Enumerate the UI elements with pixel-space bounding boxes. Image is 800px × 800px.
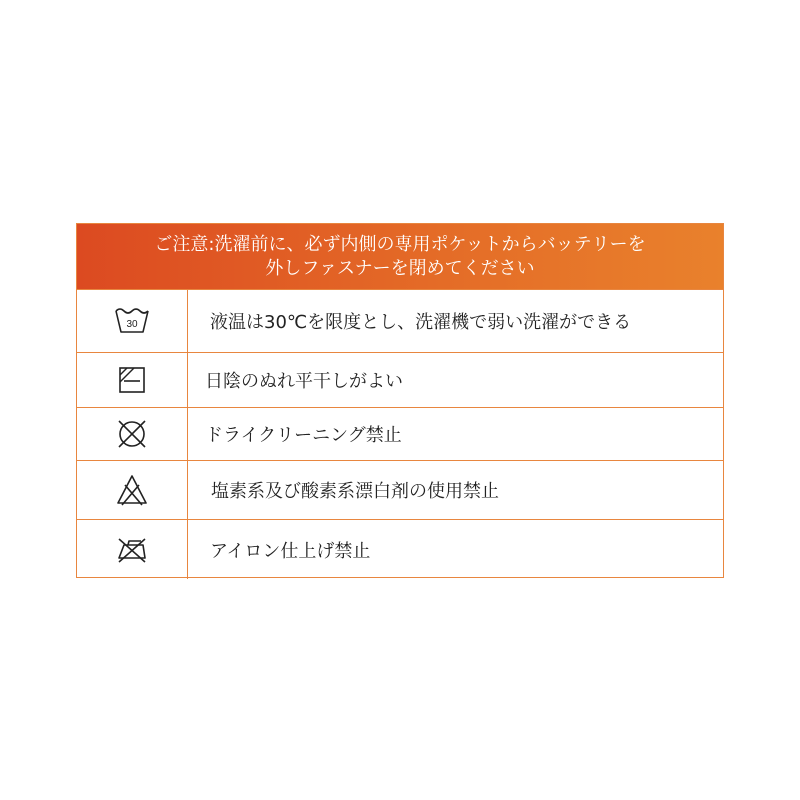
care-text-dry-cleaning: ドライクリーニング禁止 (205, 425, 402, 446)
care-instructions-table (76, 223, 724, 578)
wash-temperature-label: 30 (126, 319, 138, 330)
notice-line-2: 外しファスナーを閉めてください (265, 257, 535, 279)
icon-cell (77, 353, 188, 407)
icon-cell (77, 290, 188, 352)
care-text-ironing: アイロン仕上げ禁止 (210, 540, 371, 562)
care-row-ironing (77, 519, 723, 579)
care-row-dry-cleaning (77, 407, 723, 460)
no-ironing-icon (115, 535, 149, 565)
care-text-bleach: 塩素系及び酸素系漂白剤の使用禁止 (211, 481, 499, 502)
care-row-wash (77, 289, 723, 352)
no-bleach-icon (115, 473, 149, 507)
care-text-wash: 液温は30℃を限度とし、洗濯機で弱い洗濯ができる (210, 312, 632, 333)
notice-header (77, 224, 723, 289)
icon-cell (77, 520, 188, 579)
no-dry-cleaning-icon (115, 417, 149, 451)
care-row-bleach (77, 460, 723, 519)
icon-cell (77, 408, 188, 460)
wash-tub-30-icon (114, 306, 150, 336)
notice-line-1: ご注意:洗濯前に、必ず内側の専用ポケットからバッテリーを (154, 233, 646, 255)
care-row-dry (77, 352, 723, 407)
icon-cell (77, 461, 188, 519)
shade-flat-dry-icon (117, 365, 147, 395)
care-text-dry: 日陰のぬれ平干しがよい (205, 371, 403, 392)
